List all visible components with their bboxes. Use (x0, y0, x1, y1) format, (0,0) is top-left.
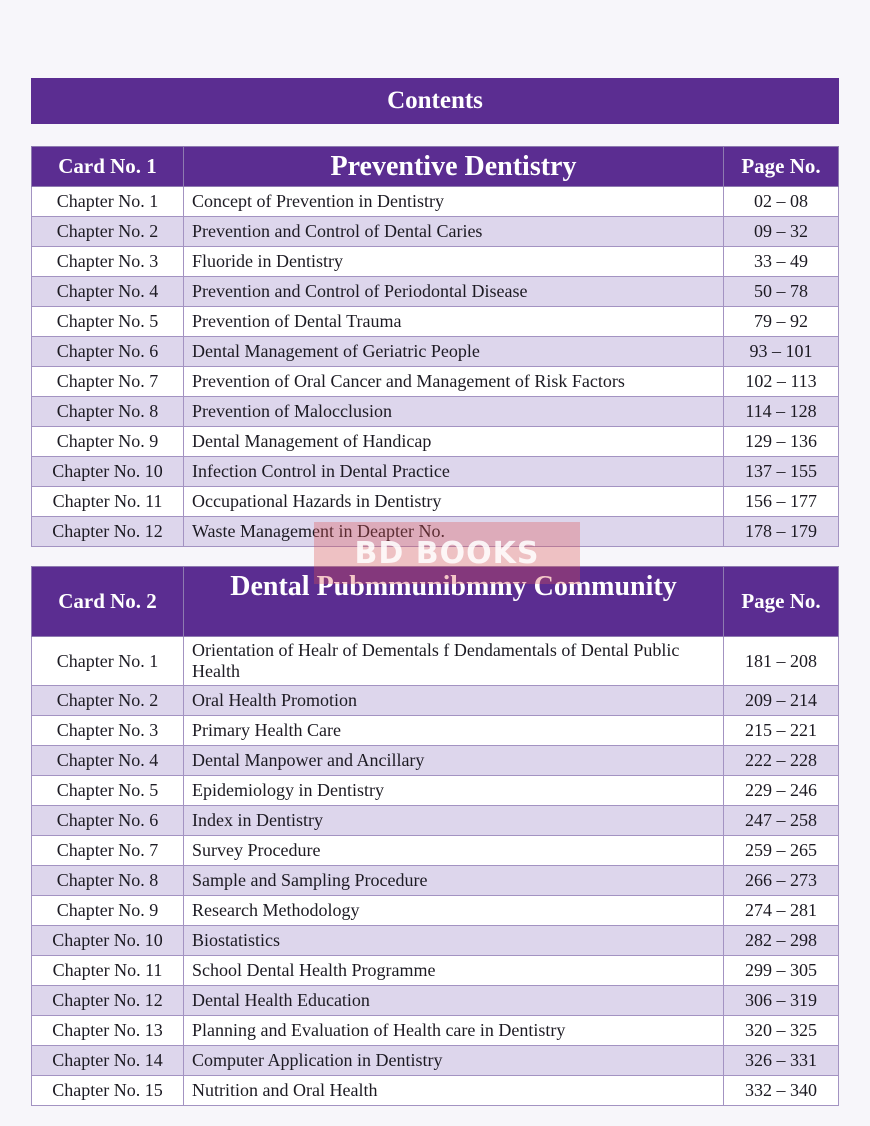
chapter-title: Dental Management of Handicap (184, 427, 724, 457)
chapter-title: Sample and Sampling Procedure (184, 866, 724, 896)
page-range: 137 – 155 (724, 457, 839, 487)
chapter-title: Concept of Prevention in Dentistry (184, 187, 724, 217)
chapter-number: Chapter No. 3 (32, 716, 184, 746)
chapter-number: Chapter No. 1 (32, 187, 184, 217)
table-row (32, 637, 839, 686)
chapter-title: Primary Health Care (184, 716, 724, 746)
table-row (32, 716, 839, 746)
page-range: 332 – 340 (724, 1076, 839, 1106)
chapter-number: Chapter No. 6 (32, 806, 184, 836)
chapter-number: Chapter No. 7 (32, 836, 184, 866)
card-1-table (31, 146, 839, 547)
chapter-number: Chapter No. 8 (32, 866, 184, 896)
page-range: 50 – 78 (724, 277, 839, 307)
page-range: 299 – 305 (724, 956, 839, 986)
page-range: 114 – 128 (724, 397, 839, 427)
chapter-number: Chapter No. 10 (32, 926, 184, 956)
page-range: 222 – 228 (724, 746, 839, 776)
page-range: 215 – 221 (724, 716, 839, 746)
page-range: 178 – 179 (724, 517, 839, 547)
section-title: Dental Pubmmunibmmy Community (184, 567, 724, 637)
chapter-number: Chapter No. 13 (32, 1016, 184, 1046)
table-row (32, 217, 839, 247)
watermark-logo: BD BOOKS (314, 522, 580, 584)
chapter-title: Nutrition and Oral Health (184, 1076, 724, 1106)
page-range: 02 – 08 (724, 187, 839, 217)
table-row (32, 487, 839, 517)
chapter-title: Dental Health Education (184, 986, 724, 1016)
chapter-number: Chapter No. 11 (32, 956, 184, 986)
chapter-number: Chapter No. 7 (32, 367, 184, 397)
card-2-table (31, 566, 839, 1106)
table-row (32, 457, 839, 487)
chapter-title: Survey Procedure (184, 836, 724, 866)
table-row (32, 806, 839, 836)
chapter-title: Biostatistics (184, 926, 724, 956)
chapter-title: Occupational Hazards in Dentistry (184, 487, 724, 517)
chapter-number: Chapter No. 5 (32, 776, 184, 806)
chapter-title: School Dental Health Programme (184, 956, 724, 986)
chapter-number: Chapter No. 11 (32, 487, 184, 517)
chapter-number: Chapter No. 2 (32, 217, 184, 247)
page-range: 306 – 319 (724, 986, 839, 1016)
table-row (32, 187, 839, 217)
page-range: 129 – 136 (724, 427, 839, 457)
table-row (32, 776, 839, 806)
table-row (32, 1046, 839, 1076)
contents-title: Contents (31, 78, 839, 124)
card-label: Card No. 1 (32, 147, 184, 187)
table-row (32, 307, 839, 337)
card-1-chapters (32, 187, 839, 547)
page-range: 93 – 101 (724, 337, 839, 367)
table-row (32, 247, 839, 277)
chapter-number: Chapter No. 9 (32, 896, 184, 926)
chapter-number: Chapter No. 4 (32, 746, 184, 776)
table-row (32, 956, 839, 986)
page-range: 274 – 281 (724, 896, 839, 926)
chapter-title: Dental Manpower and Ancillary (184, 746, 724, 776)
table-row (32, 986, 839, 1016)
chapter-number: Chapter No. 12 (32, 986, 184, 1016)
page-range: 259 – 265 (724, 836, 839, 866)
chapter-title: Infection Control in Dental Practice (184, 457, 724, 487)
page-range: 320 – 325 (724, 1016, 839, 1046)
chapter-title: Prevention of Dental Trauma (184, 307, 724, 337)
chapter-title: Prevention of Malocclusion (184, 397, 724, 427)
table-row (32, 337, 839, 367)
chapter-title: Planning and Evaluation of Health care in Dentistry (184, 1016, 724, 1046)
chapter-title: Computer Application in Dentistry (184, 1046, 724, 1076)
chapter-title: Dental Management of Geriatric People (184, 337, 724, 367)
card-label: Card No. 2 (32, 567, 184, 637)
chapter-number: Chapter No. 15 (32, 1076, 184, 1106)
page-range: 156 – 177 (724, 487, 839, 517)
table-row (32, 866, 839, 896)
page-column-header: Page No. (724, 567, 839, 637)
chapter-title: Prevention and Control of Dental Caries (184, 217, 724, 247)
chapter-title: Research Methodology (184, 896, 724, 926)
page-range: 326 – 331 (724, 1046, 839, 1076)
table-row (32, 896, 839, 926)
page-range: 247 – 258 (724, 806, 839, 836)
chapter-number: Chapter No. 2 (32, 686, 184, 716)
chapter-title: Oral Health Promotion (184, 686, 724, 716)
table-row (32, 427, 839, 457)
chapter-title: Prevention and Control of Periodontal Disease (184, 277, 724, 307)
chapter-title: Fluoride in Dentistry (184, 247, 724, 277)
chapter-number: Chapter No. 14 (32, 1046, 184, 1076)
page-range: 229 – 246 (724, 776, 839, 806)
table-row (32, 926, 839, 956)
page-range: 79 – 92 (724, 307, 839, 337)
table-row (32, 746, 839, 776)
chapter-number: Chapter No. 10 (32, 457, 184, 487)
chapter-title: Index in Dentistry (184, 806, 724, 836)
table-row (32, 1016, 839, 1046)
page-range: 181 – 208 (724, 637, 839, 686)
table-row (32, 397, 839, 427)
table-row (32, 277, 839, 307)
page-range: 102 – 113 (724, 367, 839, 397)
table-row (32, 836, 839, 866)
page-range: 209 – 214 (724, 686, 839, 716)
chapter-title: Epidemiology in Dentistry (184, 776, 724, 806)
page-column-header: Page No. (724, 147, 839, 187)
chapter-number: Chapter No. 12 (32, 517, 184, 547)
page-range: 33 – 49 (724, 247, 839, 277)
page-range: 282 – 298 (724, 926, 839, 956)
page-range: 09 – 32 (724, 217, 839, 247)
chapter-title: Prevention of Oral Cancer and Management of Risk Factors (184, 367, 724, 397)
chapter-number: Chapter No. 1 (32, 637, 184, 686)
chapter-title: Orientation of Healr of Dementals f Dendamentals of Dental Public Health (184, 637, 724, 686)
chapter-title: Waste Management in Deapter No. (184, 517, 724, 547)
chapter-number: Chapter No. 9 (32, 427, 184, 457)
card-1-header-row (32, 147, 839, 187)
chapter-number: Chapter No. 6 (32, 337, 184, 367)
chapter-number: Chapter No. 5 (32, 307, 184, 337)
section-title: Preventive Dentistry (184, 147, 724, 187)
page-range: 266 – 273 (724, 866, 839, 896)
card-2-chapters (32, 637, 839, 1106)
chapter-number: Chapter No. 8 (32, 397, 184, 427)
chapter-number: Chapter No. 4 (32, 277, 184, 307)
chapter-number: Chapter No. 3 (32, 247, 184, 277)
table-row (32, 686, 839, 716)
table-row (32, 367, 839, 397)
table-row (32, 1076, 839, 1106)
